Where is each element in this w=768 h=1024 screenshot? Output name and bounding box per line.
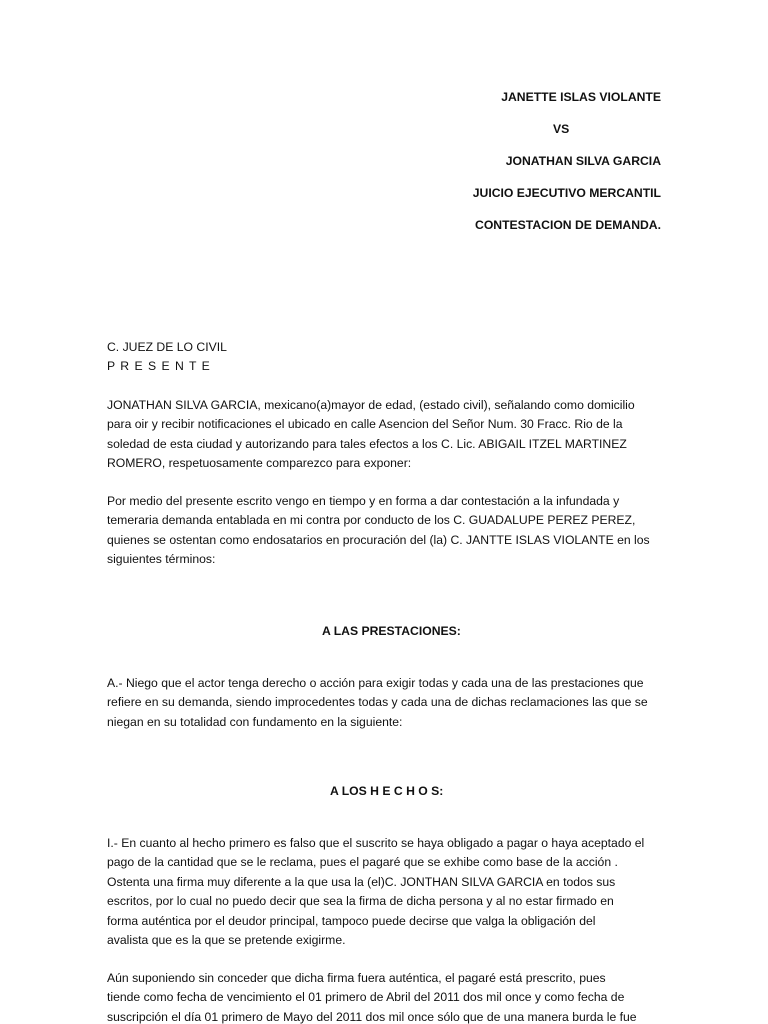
caption-vs: VS — [553, 122, 570, 136]
answer-line: temeraria demanda entablada en mi contra por conducto de los C. GUADALUPE PEREZ PEREZ, — [107, 513, 636, 528]
intro-line: para oir y recibir notificaciones el ubicado en calle Asencion del Señor Num. 30 Fracc. Rio de la — [107, 417, 623, 432]
answer-line: Por medio del presente escrito vengo en tiempo y en forma a dar contestación a la infundada y — [107, 494, 620, 508]
answer-line: siguientes términos: — [107, 552, 216, 567]
prestacion-line: A.- Niego que el actor tenga derecho o acción para exigir todas y cada una de las prestaciones que — [107, 676, 644, 690]
hecho-1-paragraph — [107, 834, 667, 950]
intro-line: JONATHAN SILVA GARCIA, mexicano(a)mayor de edad, (estado civil), señalando como domicilio — [107, 398, 635, 412]
hecho-1b-paragraph — [107, 969, 667, 1024]
addressee-judge: C. JUEZ DE LO CIVIL — [107, 340, 227, 354]
caption-party2: JONATHAN SILVA GARCIA — [505, 154, 661, 168]
intro-line: soledad de esta ciudad y autorizando para tales efectos a los C. Lic. ABIGAIL ITZEL MARTINEZ — [107, 436, 627, 451]
hecho-line: escritos, por lo cual no puedo decir que sea la firma de dicha persona y al no estar firmado en — [107, 894, 614, 909]
hecho-line: forma auténtica por el deudor principal, tampoco puede decirse que valga la obligación del — [107, 913, 596, 928]
hecho-line: avalista que es la que se pretende exigirme. — [107, 933, 346, 948]
intro-line: ROMERO, respetuosamente comparezco para exponer: — [107, 456, 412, 471]
hecho-line: pago de la cantidad que se le reclama, pues el pagaré que se exhibe como base de la acción . — [107, 855, 618, 870]
answer-line: quienes se ostentan como endosatarios en procuración del (la) C. JANTTE ISLAS VIOLANTE en los — [107, 532, 650, 547]
answer-paragraph — [107, 492, 667, 570]
prestacion-line: niegan en su totalidad con fundamento en la siguiente: — [107, 714, 403, 729]
section-heading-hechos: A LOS H E C H O S: — [330, 784, 444, 798]
hecho-line: Ostenta una firma muy diferente a la que usa la (el)C. JONTHAN SILVA GARCIA en todos sus — [107, 874, 616, 889]
hecho-line: I.- En cuanto al hecho primero es falso que el suscrito se haya obligado a pagar o haya aceptado el — [107, 836, 645, 850]
hecho-line: tiende como fecha de vencimiento el 01 primero de Abril del 2011 dos mil once y como fecha de — [107, 990, 625, 1005]
section-heading-prestaciones: A LAS PRESTACIONES: — [322, 624, 461, 638]
addressee-present: P R E S E N T E — [107, 359, 211, 373]
hecho-line: suscripción el día 01 primero de Mayo del 2011 dos mil once sólo que de una manera burda le fue — [107, 1009, 637, 1024]
prestacion-line: refiere en su demanda, siendo improcedentes todas y cada una de dichas reclamaciones las que se — [107, 695, 648, 710]
caption-doc-type: CONTESTACION DE DEMANDA. — [475, 218, 661, 232]
intro-paragraph — [107, 396, 667, 474]
prestacion-a-paragraph — [107, 674, 667, 732]
caption-case-type: JUICIO EJECUTIVO MERCANTIL — [472, 186, 661, 200]
caption-party1: JANETTE ISLAS VIOLANTE — [501, 90, 661, 104]
hecho-line: Aún suponiendo sin conceder que dicha firma fuera auténtica, el pagaré está prescrito, pues — [107, 971, 606, 985]
